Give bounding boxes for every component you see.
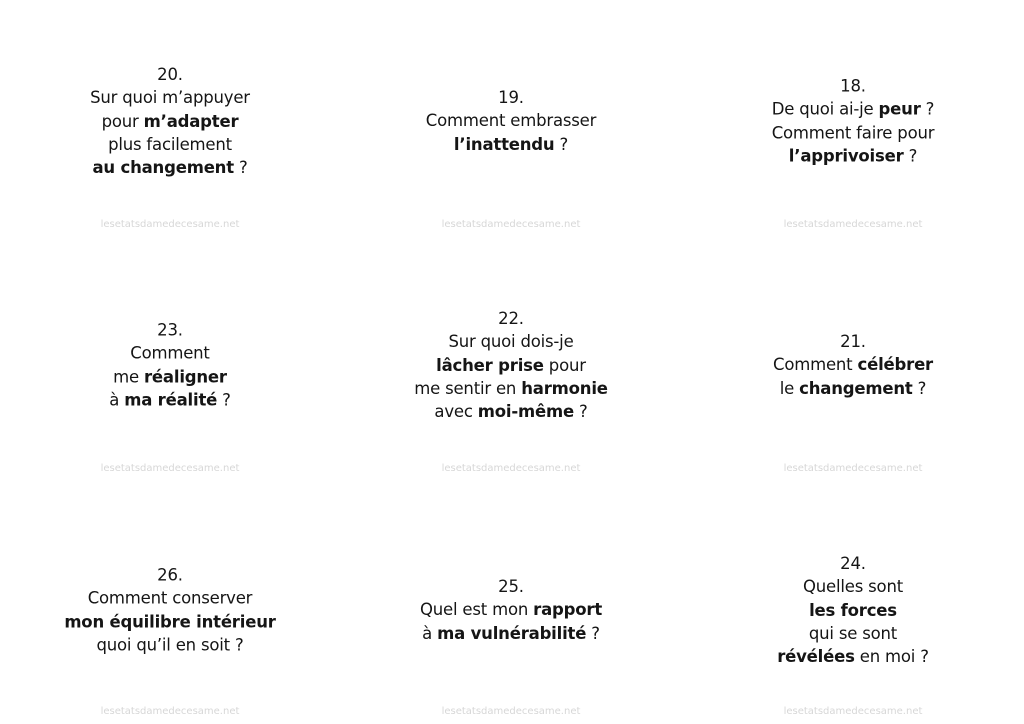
card-number: 18. xyxy=(840,76,866,96)
card-number: 25. xyxy=(498,577,524,597)
plain-text: le xyxy=(779,378,800,398)
plain-text: Comment xyxy=(130,343,210,363)
plain-text: ? xyxy=(586,623,600,643)
question-line xyxy=(683,622,1023,645)
plain-text: qui se sont xyxy=(808,623,898,643)
question-line xyxy=(341,353,681,376)
question-line xyxy=(0,109,340,132)
question-line xyxy=(341,622,681,645)
card-question xyxy=(683,552,1023,668)
emphasis-text: rapport xyxy=(533,600,603,620)
question-line xyxy=(683,98,1023,121)
question-line xyxy=(683,353,1023,376)
question-line xyxy=(683,575,1023,598)
plain-text: ? xyxy=(903,146,918,166)
plain-text: pour xyxy=(543,355,586,375)
emphasis-text: les forces xyxy=(809,600,897,620)
card-20 xyxy=(0,0,340,241)
card-number: 22. xyxy=(498,308,524,328)
question-line xyxy=(683,144,1023,167)
emphasis-text: ma vulnérabilité xyxy=(437,623,587,643)
watermark-text: lesetatsdamedecesame.net xyxy=(100,706,240,717)
emphasis-text: révélées xyxy=(777,646,855,666)
plain-text: ? xyxy=(920,99,935,119)
plain-text: Comment faire pour xyxy=(771,123,935,142)
question-line xyxy=(0,133,340,156)
plain-text: De quoi ai-je xyxy=(771,99,879,119)
emphasis-text: célébrer xyxy=(857,355,933,375)
question-line xyxy=(341,133,681,156)
card-25 xyxy=(341,482,681,724)
question-line xyxy=(0,86,340,109)
emphasis-text: changement xyxy=(799,378,913,398)
plain-text: Comment conserver xyxy=(87,588,253,608)
watermark-text: lesetatsdamedecesame.net xyxy=(783,706,923,717)
emphasis-text: peur xyxy=(878,99,921,119)
plain-text: plus facilement xyxy=(108,134,232,154)
plain-text: ? xyxy=(217,390,231,410)
card-question xyxy=(341,575,681,645)
card-question xyxy=(341,86,681,156)
card-question xyxy=(683,330,1023,400)
plain-text: à xyxy=(109,390,125,410)
watermark-text: lesetatsdamedecesame.net xyxy=(100,463,240,474)
watermark-text: lesetatsdamedecesame.net xyxy=(783,219,923,230)
plain-text: Quelles sont xyxy=(803,577,903,597)
watermark-text: lesetatsdamedecesame.net xyxy=(783,463,923,474)
emphasis-text: lâcher prise xyxy=(436,355,544,375)
emphasis-text: réaligner xyxy=(144,367,227,386)
plain-text: Quel est mon xyxy=(419,600,534,620)
card-number: 24. xyxy=(840,553,866,573)
plain-text: Sur quoi m’appuyer xyxy=(90,88,250,108)
question-line xyxy=(341,330,681,353)
plain-text: Sur quoi dois-je xyxy=(448,332,574,352)
question-line xyxy=(683,121,1023,144)
card-21 xyxy=(683,241,1023,482)
question-line xyxy=(0,633,340,656)
question-line xyxy=(341,377,681,400)
card-24 xyxy=(683,482,1023,724)
card-question xyxy=(0,63,340,179)
plain-text: ? xyxy=(573,401,588,421)
question-line xyxy=(683,377,1023,400)
emphasis-text: m’adapter xyxy=(143,111,239,131)
card-question xyxy=(341,307,681,423)
card-number: 26. xyxy=(157,565,183,585)
card-18 xyxy=(683,0,1023,241)
card-26 xyxy=(0,482,340,724)
card-question xyxy=(0,318,340,411)
question-line xyxy=(0,156,340,179)
card-question xyxy=(0,563,340,656)
question-line xyxy=(341,400,681,423)
emphasis-text: l’apprivoiser xyxy=(788,146,904,166)
emphasis-text: ma réalité xyxy=(124,390,218,410)
plain-text: ? xyxy=(912,378,927,398)
watermark-text: lesetatsdamedecesame.net xyxy=(441,706,581,717)
emphasis-text: moi-même xyxy=(477,401,574,421)
question-line xyxy=(341,109,681,132)
plain-text: Comment xyxy=(773,355,858,375)
emphasis-text: harmonie xyxy=(521,378,608,398)
question-line xyxy=(341,598,681,621)
emphasis-text: au changement xyxy=(92,157,234,177)
plain-text: quoi qu’il en soit ? xyxy=(96,635,244,655)
question-line xyxy=(683,598,1023,621)
card-19 xyxy=(341,0,681,241)
card-number: 19. xyxy=(498,88,524,108)
question-line xyxy=(683,645,1023,668)
plain-text: me sentir en xyxy=(414,378,522,398)
emphasis-text: l’inattendu xyxy=(453,134,555,154)
plain-text: ? xyxy=(233,157,248,177)
plain-text: pour xyxy=(101,111,144,131)
emphasis-text: mon équilibre intérieur xyxy=(64,612,276,631)
plain-text: Comment embrasser xyxy=(425,111,597,131)
plain-text: me xyxy=(113,367,144,386)
plain-text: en moi ? xyxy=(854,646,929,666)
watermark-text: lesetatsdamedecesame.net xyxy=(441,463,581,474)
card-question xyxy=(683,74,1023,167)
question-line xyxy=(0,610,340,633)
card-22 xyxy=(341,241,681,482)
question-line xyxy=(0,365,340,388)
plain-text: à xyxy=(422,623,438,643)
question-line xyxy=(0,587,340,610)
watermark-text: lesetatsdamedecesame.net xyxy=(100,219,240,230)
plain-text: ? xyxy=(554,134,569,154)
question-line xyxy=(0,342,340,365)
question-line xyxy=(0,388,340,411)
card-number: 23. xyxy=(157,320,183,340)
card-number: 20. xyxy=(157,64,183,84)
watermark-text: lesetatsdamedecesame.net xyxy=(441,219,581,230)
card-23 xyxy=(0,241,340,482)
card-number: 21. xyxy=(840,332,866,352)
plain-text: avec xyxy=(434,401,478,421)
